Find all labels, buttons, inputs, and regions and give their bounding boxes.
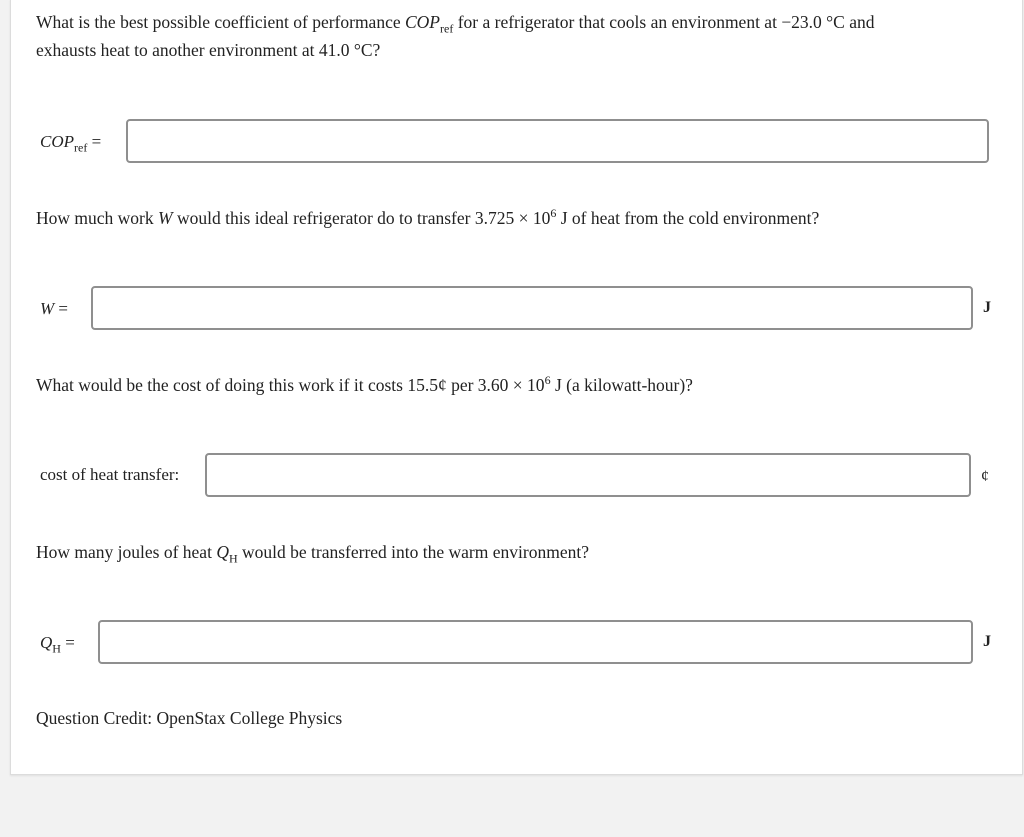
cost-label: cost of heat transfer: [40,465,180,484]
heat-label-symbol: Q [40,633,53,652]
q1-post: for a refrigerator that cools an environment at −23.0 °C and [453,12,875,32]
q1-symbol: COP [405,12,440,32]
q2-symbol: W [158,208,173,228]
heat-input[interactable] [98,620,973,664]
q2-post: J of heat from the cold environment? [556,208,820,228]
q2-mid: would this ideal refrigerator do to transfer 3.725 × 10 [172,208,551,228]
q1-subscript: ref [440,21,454,36]
heat-label-subscript: H [52,641,61,656]
question-credit: Question Credit: OpenStax College Physics [36,708,343,728]
work-label-eq: = [54,299,69,318]
question-1-text [36,8,875,36]
cop-label-subscript: ref [74,140,88,155]
q4-post: would be transferred into the warm environment? [237,542,589,562]
question-2-text [36,204,819,232]
q4-pre: How many joules of heat [36,542,217,562]
q3-pre: What would be the cost of doing this work if it costs 15.5¢ per 3.60 × 10 [36,375,545,395]
q4-symbol: Q [216,542,229,562]
heat-label [40,633,75,656]
q1-pre: What is the best possible coefficient of performance [36,12,405,32]
work-label-symbol: W [40,299,55,318]
heat-unit: J [983,633,991,650]
work-unit: J [983,299,991,316]
question-4-text [36,538,589,566]
question-3-text [36,371,693,399]
q2-exponent: 6 [550,206,557,221]
cost-input[interactable] [205,453,971,497]
question-1-line2: exhausts heat to another environment at 41.0 °C? [36,40,381,60]
heat-label-eq: = [60,633,75,652]
q4-subscript: H [228,551,238,566]
work-input[interactable] [91,286,973,330]
cop-input[interactable] [126,119,989,163]
cop-label [40,132,102,155]
cost-unit: ¢ [981,468,989,485]
q3-post: J (a kilowatt-hour)? [550,375,693,395]
work-label [40,299,68,319]
cop-label-symbol: COP [40,132,74,151]
q3-exponent: 6 [544,373,551,388]
q2-pre: How much work [36,208,158,228]
cop-label-eq: = [87,132,102,151]
